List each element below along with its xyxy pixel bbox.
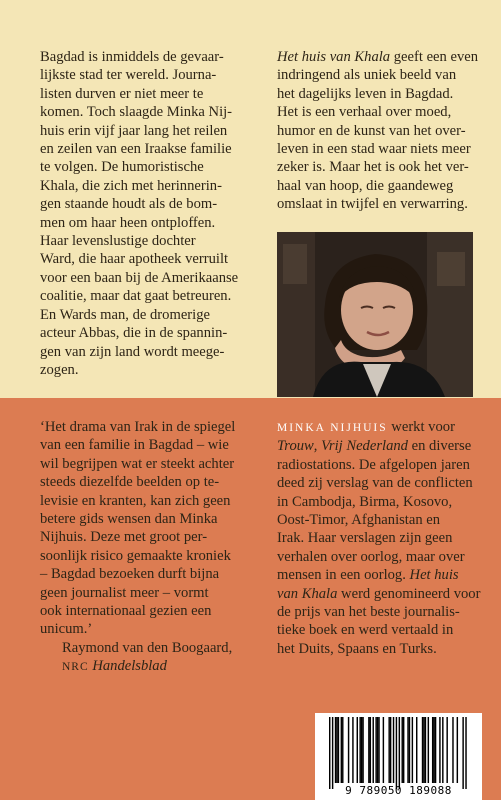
barcode-bar — [348, 717, 349, 783]
barcode-bar — [407, 717, 408, 783]
quote-attribution — [40, 639, 250, 677]
barcode-bar — [332, 717, 333, 789]
quote-line: betere gids wensen dan Minka — [40, 511, 218, 528]
barcode-bar — [432, 717, 433, 783]
synopsis-line: listen durven er niet meer te — [40, 85, 204, 102]
synopsis-line: zeker is. Maar het is ook het ver- — [277, 159, 469, 176]
bio-text: werkt voor — [387, 419, 455, 435]
synopsis-line: komen. Toch slaagde Minka Nij- — [40, 104, 233, 121]
synopsis-line: Haar levenslustige dochter — [40, 233, 196, 250]
barcode-bar — [357, 717, 358, 783]
synopsis-line: En Wards man, de dromerige — [40, 306, 210, 323]
barcode-bar — [428, 717, 429, 783]
synopsis-line: zogen. — [40, 361, 79, 378]
barcode-bar — [361, 717, 362, 783]
bio-line: in Cambodja, Birma, Kosovo, — [277, 493, 453, 510]
bio-line: Oost-Timor, Afghanistan en — [277, 512, 441, 529]
barcode-bar — [359, 717, 360, 783]
barcode-bar — [336, 717, 337, 783]
barcode-bar — [399, 717, 400, 789]
barcode-bar — [362, 717, 363, 783]
bio-line: de prijs van het beste journalis- — [277, 604, 460, 621]
author-bio — [277, 418, 482, 658]
synopsis-line: Ward, die haar apotheek verruilt — [40, 251, 229, 268]
synopsis-line: lijkste stad ter wereld. Journa- — [40, 67, 217, 84]
barcode-bar — [393, 717, 394, 783]
synopsis-line: Het is een verhaal over moed, — [277, 104, 452, 121]
quote-line: – Bagdad bezoeken durft bijna — [40, 566, 220, 583]
barcode-bar — [446, 717, 447, 783]
barcode-bar — [370, 717, 371, 783]
synopsis-line: omslaat in twijfel en verwarring. — [277, 196, 468, 213]
barcode-bar — [390, 717, 391, 783]
barcode-bar — [435, 717, 436, 783]
barcode-bar — [378, 717, 379, 783]
barcode-bar — [396, 717, 397, 789]
synopsis-line: acteur Abbas, die in de spannin- — [40, 325, 228, 342]
bio-text: werd genomineerd voor — [337, 585, 481, 602]
barcode-bar — [352, 717, 353, 783]
synopsis-line: men om haar heen ontploffen. — [40, 214, 216, 231]
quote-line: ook internationaal gezien een — [40, 603, 212, 620]
barcode-bar — [442, 717, 443, 783]
synopsis-line: en zeilen van een Iraakse familie — [40, 141, 232, 158]
barcode-bar — [329, 717, 330, 789]
newspaper-name-smallcaps: NRC — [62, 661, 89, 674]
synopsis-line: coalitie, maar dat gaat betreuren. — [40, 288, 232, 305]
synopsis-left — [40, 48, 250, 379]
barcode-bar — [342, 717, 343, 783]
bio-line: verhalen over oorlog, maar over — [277, 548, 465, 565]
synopsis-line: voor een baan bij de Amerikaanse — [40, 269, 239, 286]
quote-line: steeds diezelfde beelden op te- — [40, 474, 220, 491]
quote-line: ‘Het drama van Irak in de spiegel — [40, 419, 236, 435]
synopsis-right — [277, 48, 482, 214]
publication-trouw: Trouw — [277, 438, 314, 455]
publication-vrij-nederland: Vrij Nederland — [321, 438, 408, 455]
barcode-bar — [457, 717, 458, 783]
barcode-bar — [439, 717, 440, 783]
barcode-bar — [416, 717, 417, 783]
barcode-bar — [412, 717, 413, 783]
synopsis-line: huis erin vijf jaar lang het reilen — [40, 122, 228, 139]
barcode-bar — [425, 717, 426, 783]
barcode-bar — [433, 717, 434, 783]
synopsis-line: leven in een stad waar niets meer — [277, 141, 471, 158]
synopsis-line: humor en de kunst van het over- — [277, 122, 466, 139]
quote-line: levisie en kranten, kan zich geen — [40, 492, 231, 509]
newspaper-name-italic: Handelsblad — [92, 658, 167, 675]
barcode-bar — [383, 717, 384, 783]
barcode-bars — [315, 717, 482, 789]
quote-line: unicum.’ — [40, 621, 93, 638]
press-quote — [40, 418, 250, 677]
quote-line: van een familie in Bagdad – wie — [40, 437, 229, 454]
barcode-bar — [409, 717, 410, 783]
barcode-bar — [373, 717, 374, 783]
synopsis-line: geeft een even — [390, 49, 479, 65]
barcode-bar — [452, 717, 453, 783]
quote-author: Raymond van den Boogaard, — [62, 639, 233, 656]
quote-line: geen journalist meer – vormt — [40, 584, 209, 601]
bio-text: en diverse — [407, 438, 472, 455]
isbn-number: 9 789050 189088 — [345, 784, 452, 797]
barcode-bar — [338, 717, 339, 783]
book-title-italic: Het huis van Khala — [277, 49, 391, 65]
barcode-bar — [423, 717, 424, 783]
bio-line: tieke boek en werd vertaald in — [277, 622, 454, 639]
barcode-bar — [462, 717, 463, 789]
quote-line: soonlijk risico gemaakte kroniek — [40, 547, 231, 564]
bio-line: deed zij verslag van de conflicten — [277, 475, 473, 492]
synopsis-line: gen van zijn land wordt meege- — [40, 343, 225, 360]
synopsis-line: gen staande houdt als de bom- — [40, 196, 218, 213]
synopsis-line: Khala, die zich met herinnerin- — [40, 177, 222, 194]
bio-line: Irak. Haar verslagen zijn geen — [277, 530, 453, 547]
author-photo — [277, 232, 473, 397]
barcode-bar — [403, 717, 404, 783]
bio-line: radiostations. De afgelopen jaren — [277, 456, 470, 473]
synopsis-line: het dagelijks leven in Bagdad. — [277, 85, 454, 102]
barcode-bar — [465, 717, 466, 789]
isbn-barcode — [315, 713, 482, 800]
bio-line: het Duits, Spaans en Turks. — [277, 640, 437, 657]
quote-line: Nijhuis. Deze met groot per- — [40, 529, 208, 546]
quote-line: wil begrijpen wat er steekt achter — [40, 455, 235, 472]
bio-text: mensen in een oorlog. — [277, 567, 410, 584]
barcode-bar — [377, 717, 378, 783]
synopsis-line: indringend als uniek beeld van — [277, 67, 457, 84]
synopsis-line: te volgen. De humoristische — [40, 159, 204, 176]
barcode-bar — [388, 717, 389, 783]
synopsis-line: haal van hoop, die gaandeweg — [277, 177, 454, 194]
barcode-bar — [422, 717, 423, 783]
synopsis-line: Bagdad is inmiddels de gevaar- — [40, 49, 224, 65]
book-title-italic: Het huis — [409, 567, 459, 584]
barcode-bar — [375, 717, 376, 783]
book-title-italic: van Khala — [277, 585, 338, 602]
barcode-bar — [368, 717, 369, 783]
author-name: MINKA NIJHUIS — [277, 422, 388, 434]
barcode-bar — [402, 717, 403, 783]
barcode-bar — [341, 717, 342, 783]
bio-text: , — [313, 438, 322, 455]
barcode-bar — [335, 717, 336, 783]
